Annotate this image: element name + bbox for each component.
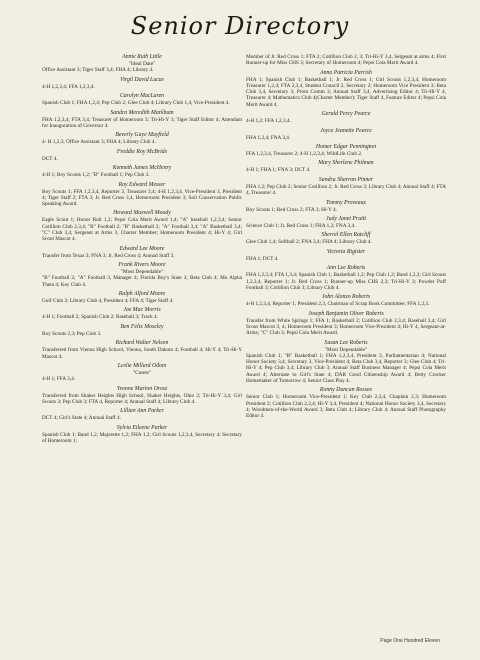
student-name: Carolyn MacLaren [119, 93, 165, 100]
superlative-quote: "Most Dependable" [120, 269, 164, 276]
activities-text: Boy Scouts 2,3; Pep Club 3. [42, 330, 102, 337]
activities-text: 4-H 1; Boy Scouts 1,2; "B" Football 1; Pep Club 3. [42, 172, 150, 179]
student-name: Howard Maxwell Moody [113, 210, 171, 217]
student-name: Gerald Percy Pearce [321, 111, 371, 118]
activities-text: Golf Club 2; Library Club 4, President 4; FFA 4; Tiger Staff 4. [42, 297, 174, 304]
student-name: Judy Janet Pruitt [326, 216, 366, 222]
activities-text: Transferred from Shaker Heights High School, Shaker Heights, Ohio 2; Tri-Hi-Y 3,4; Girl Scouts 3; Pep Club 3; FTA 4, Reporter 4; Annual Staff 4; Library Club 4. [42, 392, 242, 405]
activities-text: FHA 1,2; Pep Club 2; Senior Cotillion 2; Jr. Red Cross 3; Library Club 4; Annual Staff 4; FTA 4, Treasurer 4. [246, 183, 446, 197]
activities-text: 4-H 1,2; FFA 1,2,3,4. [246, 118, 291, 125]
right-column [246, 54, 446, 422]
student-name: Sherrel Ellen Ratcliff [321, 232, 371, 239]
activities-text: Member of Jr. Red Cross 1; FTA 2; Cotillion Club 2, 3; Tri-Hi-Y 3,4, Sergeant at arms 4; First Runner-up for Miss CHS 3; Secretary of Homeroom 4; Pepsi Cola Merit Award 4. [246, 54, 446, 67]
activities-text: DCT 4. [42, 155, 58, 162]
activities-text: Senior Club 1; Homeroom Vice-President 1; Key Club 2,3,4, Chaplain 2,3; Homeroom President 2; Cotillion Club 2,3,4; Hi-Y 3,4, President 4; National Honor Society 3,4, Secretary 4; Woodmen-of-the-World Award 3; Beta Club 4; Library Club 4; Annual Staff Photography Editor 4. [246, 394, 446, 420]
directory-entry [246, 294, 446, 307]
activities-text: Spanish Club 1; Band 1,2, Majorette 1,2; FHA 1,2; Girl Scouts 1,2,3,4, Secretary 4; Secretary of Homeroom 1; [42, 431, 242, 444]
directory-entry [42, 149, 242, 162]
student-name: Victoria Rigister [326, 248, 366, 255]
directory-entry [42, 165, 242, 178]
activities-text: FHA 1; Spanish Club 1; Basketball 1; Jr. Red Cross 1; Girl Scouts 1,2,3,4, Homeroom Treasurer 1,2,4; FTA 2,3,4, Student Council 2, Secretary 2; Homeroom Vice President 3; Beta Club 3,4, Secretary 3; Prom Comm 3; Annual Staff 3,4, Advertising Editor 4; Tri-Hi-Y 4, Treasurer 4; Mathematics Club 4(Charter Member): Tiger Staff 4, Feature Editor 4; Pepsi Cola Merit Award 4. [246, 76, 446, 108]
directory-entry [42, 363, 242, 382]
directory-entry [42, 77, 242, 90]
directory-entry [42, 132, 242, 145]
directory-entry [246, 265, 446, 291]
activities-text: 4-H 1,2,3,4, Reporter 1, President 2,3, Chairman of Scrap Book Committee; FFA 1,2,3. [246, 301, 430, 308]
activities-text: Boy Scouts 1; FFA 1,2,3,4, Reporter 3, Treasurer 3,4; 4-H 1,2,3,4, Vice-President 3, President 4; Tiger Staff 2; FTA 3; Jr. Red Cross 3,4, Homeroom President 3; Soil Conservation Public Speaking Award. [42, 188, 242, 208]
directory-entry [246, 160, 446, 173]
directory-entry [42, 262, 242, 288]
student-name: Anna Patricia Parrish [320, 69, 372, 76]
directory-entry [42, 307, 242, 320]
activities-text: Spanish Club 1; FHA 1,2,4; Pep Club 2; Glee Club 4; Library Club 1,4, Vice-President 4. [42, 100, 230, 107]
directory-entry [42, 110, 242, 130]
student-name: Sandra Meredith Markham [110, 109, 174, 116]
page-footer: Page One Hundred Eleven [380, 638, 440, 644]
student-name: Tommy Proveaux [326, 199, 366, 206]
student-name: Ann Lee Roberts [326, 265, 366, 272]
activities-text: FHA 1; DCT 4. [246, 255, 279, 262]
activities-text: FFA 1,2,3,4, Treasurer 2; 4-H 1,2,3,4; WildLife Club 2. [246, 151, 363, 157]
activities-text: Transfer from White Springs 1; FFA 1; Basketball 2; Cotillion Club 2,3,4; Baseball 3,4; Girl Scout Mascot 3, 4; Homeroom President 3; Homeroom Vice-President 4; Hi-Y 4, Sergeant-at-Arms; "C" Club 3; Pepsi Cola Merit Award. [246, 317, 446, 337]
student-name: John Alonzo Roberts [321, 294, 371, 301]
directory-entry [246, 54, 446, 67]
directory-entry [246, 128, 446, 141]
directory-entry [246, 70, 446, 108]
student-name: Edward Lee Moore [119, 245, 165, 252]
directory-entry [42, 408, 242, 421]
directory-entry [42, 210, 242, 242]
superlative-quote: "Ideal Date" [128, 61, 156, 67]
student-name: Yvonne Marion Orosz [116, 385, 168, 392]
student-name: Kenneth James McHenry [112, 165, 172, 172]
directory-entry [246, 111, 446, 124]
directory-entry [42, 182, 242, 208]
directory-entry [42, 324, 242, 337]
left-column [42, 54, 242, 447]
directory-entry [42, 386, 242, 406]
directory-entry [42, 93, 242, 106]
student-name: Annie Ruth Little [122, 54, 162, 60]
activities-text: Boy Scouts 1; Red Cross 2; FTA 3; Hi-Y 4. [246, 206, 337, 213]
activities-text: 4-H 1; FHA 1; FNA 3; DCT 4. [246, 167, 311, 174]
student-name: Roy Edward Messer [118, 181, 166, 188]
directory-entry [42, 54, 242, 73]
student-name: Sandra Sharron Pinner [318, 176, 374, 183]
directory-entry [42, 425, 242, 445]
student-name: Virgil David Lucas [120, 76, 164, 83]
student-name: Sylvia Eileene Parker [116, 424, 168, 431]
activities-text: 4-H 1; Football 2; Spanish Club 2; Baseball 3; Track 4. [42, 314, 158, 321]
directory-entry [42, 246, 242, 259]
activities-text: Transferred from Vienna High School, Vienna, South Dakota 4; Football 4; Hi-Y 4; Tri-Hi-Y Mascot 4. [42, 347, 242, 360]
student-name: Beverly Gaye Mayfield [115, 132, 169, 139]
activities-text: FHA 1,2,4; FNA 3,4. [246, 134, 291, 141]
student-name: Lillian Ann Parker [120, 408, 164, 415]
activities-text: DCT 4; Girl's State 4; Annual Staff 4. [42, 415, 121, 422]
directory-entry [246, 216, 446, 229]
activities-text: Science Club 1; Jr. Red Cross 1; FHA 1,2; FNA 3,4. [246, 223, 356, 229]
activities-text: Glee Club 1,4; Softball 2; FNA 3,4; FHA 4; Library Club 4. [246, 239, 372, 246]
activities-text: FHA 1,2,3,4; FTA 1,3,4; Spanish Club 1; Basketball 1,2; Pep Club 1,2; Band 1,2,3; Girl Scouts 1,2,3,4, Reporter 1; Jr. Red Cross 1; Runner-up Miss CHS 2,3; Tri-Hi-Y 3; Powder Puff Football 3; Cotillion Club 3; Library Club 4. [246, 272, 446, 291]
directory-entry [246, 249, 446, 262]
page-title: Senior Directory [130, 12, 350, 40]
activities-text: Transfer from Texas 3; FNA 3; Jr. Red Cross 4; Annual Staff 3. [42, 252, 175, 259]
student-name: Freddie Roy McBride [116, 148, 168, 155]
activities-text: FHA 1,2,3,4; FTA 3,4, Treasurer of Homeroom 3; Tri-Hi-Y 3; Tiger Staff Editor 4; Attendant for Inauguration of Governor 4. [42, 116, 242, 129]
student-name: Leslie Millard Odom [117, 362, 167, 369]
directory-entry [246, 200, 446, 213]
superlative-quote: "Most Dependable" [324, 346, 368, 353]
student-name: Ralph Alford Moore [118, 290, 166, 297]
student-name: Joyce Jeanette Pearce [320, 127, 372, 134]
activities-text: Spanish Club 1; "B" Basketball 1; FHA 1,2,3,4, President 2, Parliamentarian 4; National Honor Society 3,4, Secretary 3, Vice-President 4; Beta Club 3,4, Reporter 3; Glee Club 4; Tri-Hi-Y 4; Pep Club 3,4; Library Club 3; Annual Staff Business Manager 4; Pepsi Cola Merit Award 4; Alternate to Girl's State 4; DAR Good Citizenship Award 4; Betty Crocker Homemaker of Tomorrow 4; Senior Class Play 4. [246, 352, 446, 384]
directory-entry [42, 340, 242, 360]
student-name: Joe Mac Morris [123, 307, 161, 314]
superlative-quote: "Cutest" [132, 369, 152, 376]
directory-entry [246, 144, 446, 157]
directory-entry [246, 177, 446, 197]
directory-entry [246, 311, 446, 337]
student-name: Susan Lee Roberts [324, 339, 368, 346]
student-name: Frank Rivers Moore [118, 262, 166, 269]
directory-entry [246, 387, 446, 419]
activities-text: 4- H 1,2,3; Office Assistant 3; FHA 4; Library Club 4. [42, 139, 156, 146]
activities-text: "B" Football 2; "A" Football 3, Manager 4; Florida Boy's State 3; Beta Club 4; Mu Alpha Theta 4; Key Club 4. [42, 275, 242, 288]
directory-entry [42, 291, 242, 304]
student-name: Ben Felix Moseley [120, 323, 164, 330]
student-name: Ronny Duncan Rossee [319, 387, 373, 394]
student-name: Richard Walter Nelson [115, 340, 169, 347]
activities-text: 4-H 1; FFA 3,4. [42, 376, 76, 383]
directory-entry [246, 340, 446, 384]
activities-text: Eagle Scout 1; Honor Roll 1,2; Pepsi Cola Merit Award 1,4; "A" baseball 1,2,3,4; Senior Cotillion Club 2,3,4; "B" Football 2; "B" Basketball 2; "A" Football 3,4; "A" Basketball 3,4; "C" Club 3,4, Sergeant at Arms 3, Charter Member; Homeroom President 4; Hi-Y 4; Girl Scout Mascot 4. [42, 217, 242, 243]
activities-text: Office Assistant 3; Tiger Staff 3,4; FHA 4; Library 4. [42, 67, 154, 74]
student-name: Homer Edgar Pennington [315, 144, 377, 150]
directory-entry [246, 232, 446, 245]
activities-text: 4-H 1,2,3,4; FFA 1,2,3,4. [42, 83, 95, 90]
student-name: Joseph Benjamin Oliver Roberts [308, 310, 384, 317]
student-name: Mary Sherlene Philman [318, 160, 374, 167]
